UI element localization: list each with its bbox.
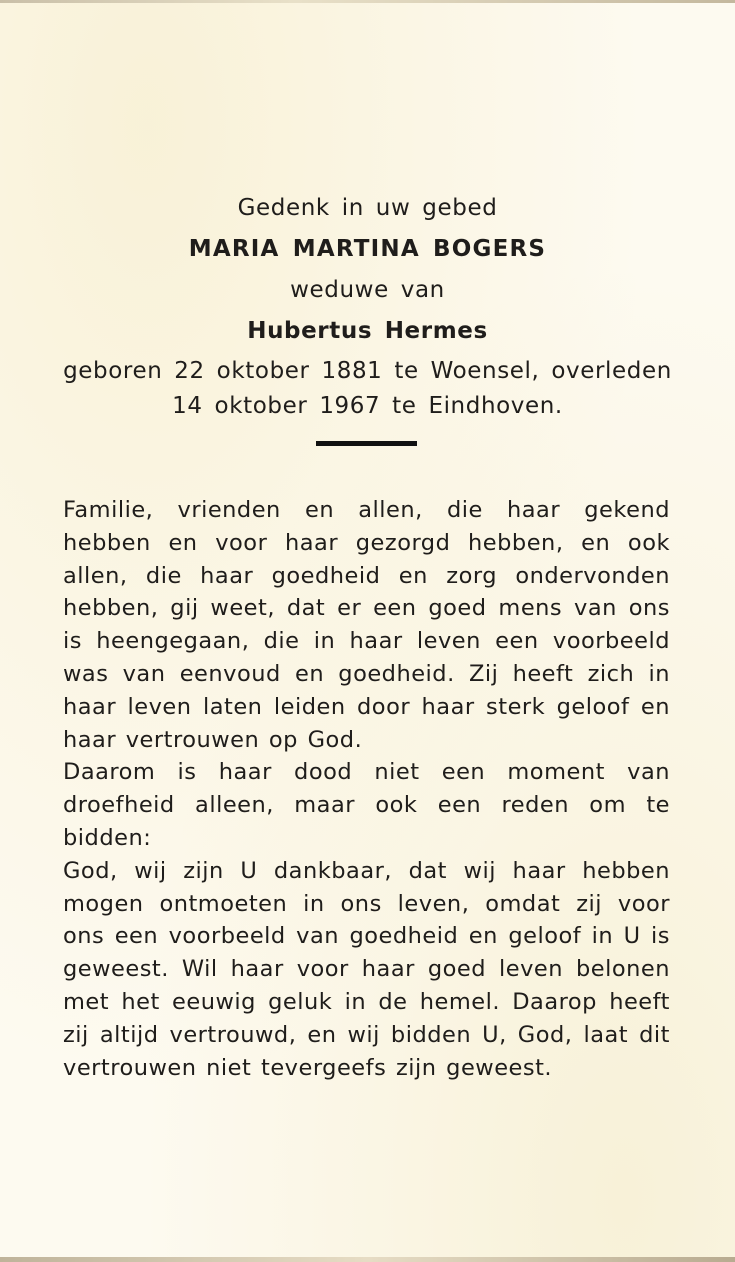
husband-name: Hubertus Hermes xyxy=(247,318,488,344)
deceased-name: MARIA MARTINA BOGERS xyxy=(188,236,547,262)
paragraph-prayer: God, wij zijn U dankbaar, dat wij haar hebben mogen ontmoeten in ons leven, omdat zij voor ons een voorbeeld van goedheid en geloof in U is geweest. Wil haar voor haar goed leven belonen met het eeuwig geluk in de hemel. Daarop heeft zij altijd vertrouwd, en wij bidden U, God, laat dit vertrouwen niet tevergeefs zijn geweest. xyxy=(63,857,670,1081)
card-bottom-edge xyxy=(0,1257,735,1262)
card-top-edge xyxy=(0,0,735,3)
paragraph-reflection: Daarom is haar dood niet een moment van droefheid alleen, maar ook een reden om te bidden: xyxy=(63,759,670,851)
relation-line: weduwe van xyxy=(290,277,445,303)
paragraph-tribute: Familie, vrienden en allen, die haar gekend hebben en voor haar gezorgd hebben, en ook allen, die haar goedheid en zorg ondervonden hebben, gij weet, dat er een goed mens van ons is heengegaan, die in haar leven een voorbeeld was van eenvoud en goedheid. Zij heeft zich in haar leven laten leiden door haar sterk geloof en haar vertrouwen op God. xyxy=(63,497,670,753)
card-header xyxy=(0,188,735,424)
intro-line: Gedenk in uw gebed xyxy=(237,195,498,221)
birth-death-dates: geboren 22 oktober 1881 te Woensel, overleden 14 oktober 1967 te Eindhoven. xyxy=(63,358,672,419)
divider-rule xyxy=(316,441,417,446)
memorial-text xyxy=(63,494,670,1084)
